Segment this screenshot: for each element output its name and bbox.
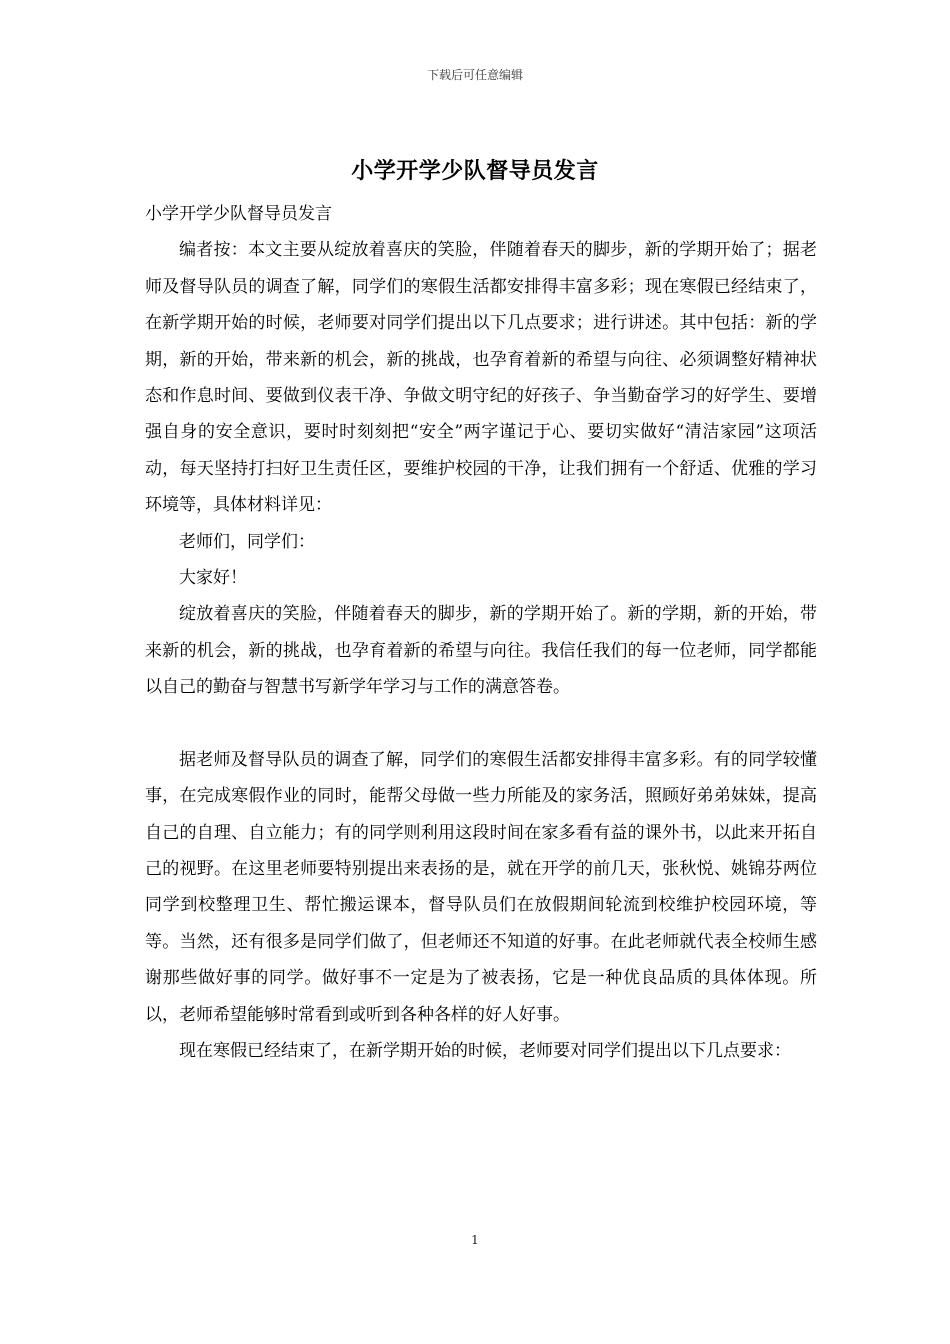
page-number: 1 xyxy=(471,1233,479,1247)
header-note: 下载后可任意编辑 xyxy=(426,68,523,82)
document-body xyxy=(145,196,817,1069)
opening-paragraph: 绽放着喜庆的笑脸，伴随着春天的脚步，新的学期开始了。新的学期，新的开始，带来新的机会，新的挑战，也孕育着新的希望与向往。我信任我们的每一位老师，同学都能以自己的勤奋与智慧书写新学年学习与工作的满意答卷。 xyxy=(145,604,817,698)
requirements-intro-paragraph: 现在寒假已经结束了，在新学期开始的时候，老师要对同学们提出以下几点要求： xyxy=(179,1040,791,1061)
editor-note-paragraph: 编者按：本文主要从绽放着喜庆的笑脸，伴随着春天的脚步，新的学期开始了；据老师及督导队员的调查了解，同学们的寒假生活都安排得丰富多彩；现在寒假已经结束了，在新学期开始的时候，老师要对同学们提出以下几点要求；进行讲述。其中包括：新的学期，新的开始，带来新的机会，新的挑战，也孕育着新的希望与向往、必须调整好精神状态和作息时间、要做到仪表干净、争做文明守纪的好孩子、争当勤奋学习的好学生、要增强自身的安全意识，要时时刻刻把“安全”两字谨记于心、要切实做好“清洁家园”这项活动，每天坚持打扫好卫生责任区，要维护校园的干净，让我们拥有一个舒适、优雅的学习环境等，具体材料详见： xyxy=(145,240,817,516)
salutation-paragraph: 老师们，同学们： xyxy=(179,531,315,552)
subtitle-paragraph: 小学开学少队督导员发言 xyxy=(145,204,332,224)
winter-break-paragraph: 据老师及督导队员的调查了解，同学们的寒假生活都安排得丰富多彩。有的同学较懂事，在完成寒假作业的同时，能帮父母做一些力所能及的家务活，照顾好弟弟妹妹，提高自己的自理、自立能力；有的同学则利用这段时间在家多看有益的课外书，以此来开拓自己的视野。在这里老师要特别提出来表扬的是，就在开学的前几天，张秋悦、姚锦芬两位同学到校整理卫生、帮忙搬运课本，督导队员们在放假期间轮流到校维护校园环境，等等。当然，还有很多是同学们做了，但老师还不知道的好事。在此老师就代表全校师生感谢那些做好事的同学。做好事不一定是为了被表扬，它是一种优良品质的具体体现。所以，老师希望能够时常看到或听到各种各样的好人好事。 xyxy=(145,749,817,1025)
document-title: 小学开学少队督导员发言 xyxy=(351,158,599,184)
greeting-paragraph: 大家好！ xyxy=(179,568,247,589)
